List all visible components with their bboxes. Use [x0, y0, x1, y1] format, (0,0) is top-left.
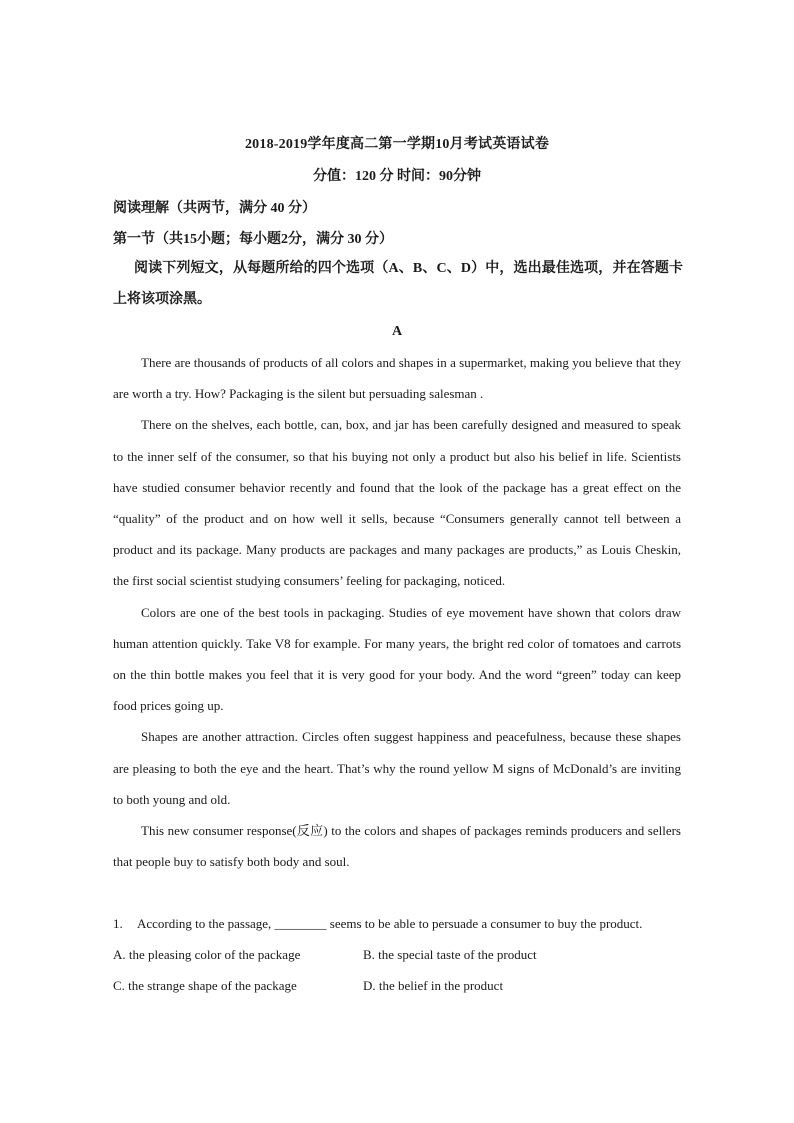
passage-paragraph: Shapes are another attraction. Circles often suggest happiness and peacefulness, because these shapes are pleasing to both the eye and the heart. That’s why the round yellow M signs of McDonald’s are inviting to both young and old. [113, 729, 681, 807]
options-row [113, 939, 681, 970]
section-heading: 第一节（共15小题；每小题2分，满分 30 分） [113, 232, 393, 247]
question-1 [113, 908, 681, 1002]
passage-paragraph: This new consumer response(反应) to the colors and shapes of packages reminds producers and sellers that people buy to satisfy both body and soul. [113, 823, 681, 870]
exam-title: 2018-2019学年度高二第一学期10月考试英语试卷 [244, 137, 550, 152]
option-a: A. the pleasing color of the package [113, 947, 301, 963]
passage-paragraph: There on the shelves, each bottle, can, box, and jar has been carefully designed and measured to speak to the inner self of the consumer, so that his buying not only a product but also his belief in life. Scientists have studied consumer behavior recently and found that the look of the package has a great effect on the “quality” of the product and on how well it sells, because “Consumers generally cannot tell between a product and its package. Many products are packages and many packages are products,” as Louis Cheskin, the first social scientist studying consumers’ feeling for packaging, noticed. [113, 417, 681, 589]
question-number: 1. [113, 916, 123, 931]
question-stem [113, 908, 681, 939]
option-b: B. the special taste of the product [363, 947, 537, 963]
part-heading: 阅读理解（共两节，满分 40 分） [113, 201, 316, 216]
question-text: According to the passage, ________ seems to be able to persuade a consumer to buy the product. [137, 916, 643, 931]
reading-passage [113, 347, 681, 877]
options-row [113, 970, 681, 1001]
instructions: 阅读下列短文，从每题所给的四个选项（A、B、C、D）中，选出最佳选项，并在答题卡上将该项涂黑。 [113, 261, 683, 307]
option-c: C. the strange shape of the package [113, 978, 297, 994]
exam-score-time: 分值：120 分 时间：90分钟 [313, 169, 481, 184]
passage-paragraph: There are thousands of products of all colors and shapes in a supermarket, making you believe that they are worth a try. How? Packaging is the silent but persuading salesman . [113, 355, 681, 402]
option-d: D. the belief in the product [363, 978, 504, 994]
passage-paragraph: Colors are one of the best tools in packaging. Studies of eye movement have shown that colors draw human attention quickly. Take V8 for example. For many years, the bright red color of tomatoes and carrots on the thin bottle makes you feel that it is very good for your body. And the word “green” today can keep food prices going up. [113, 604, 681, 714]
passage-label: A [391, 324, 403, 339]
